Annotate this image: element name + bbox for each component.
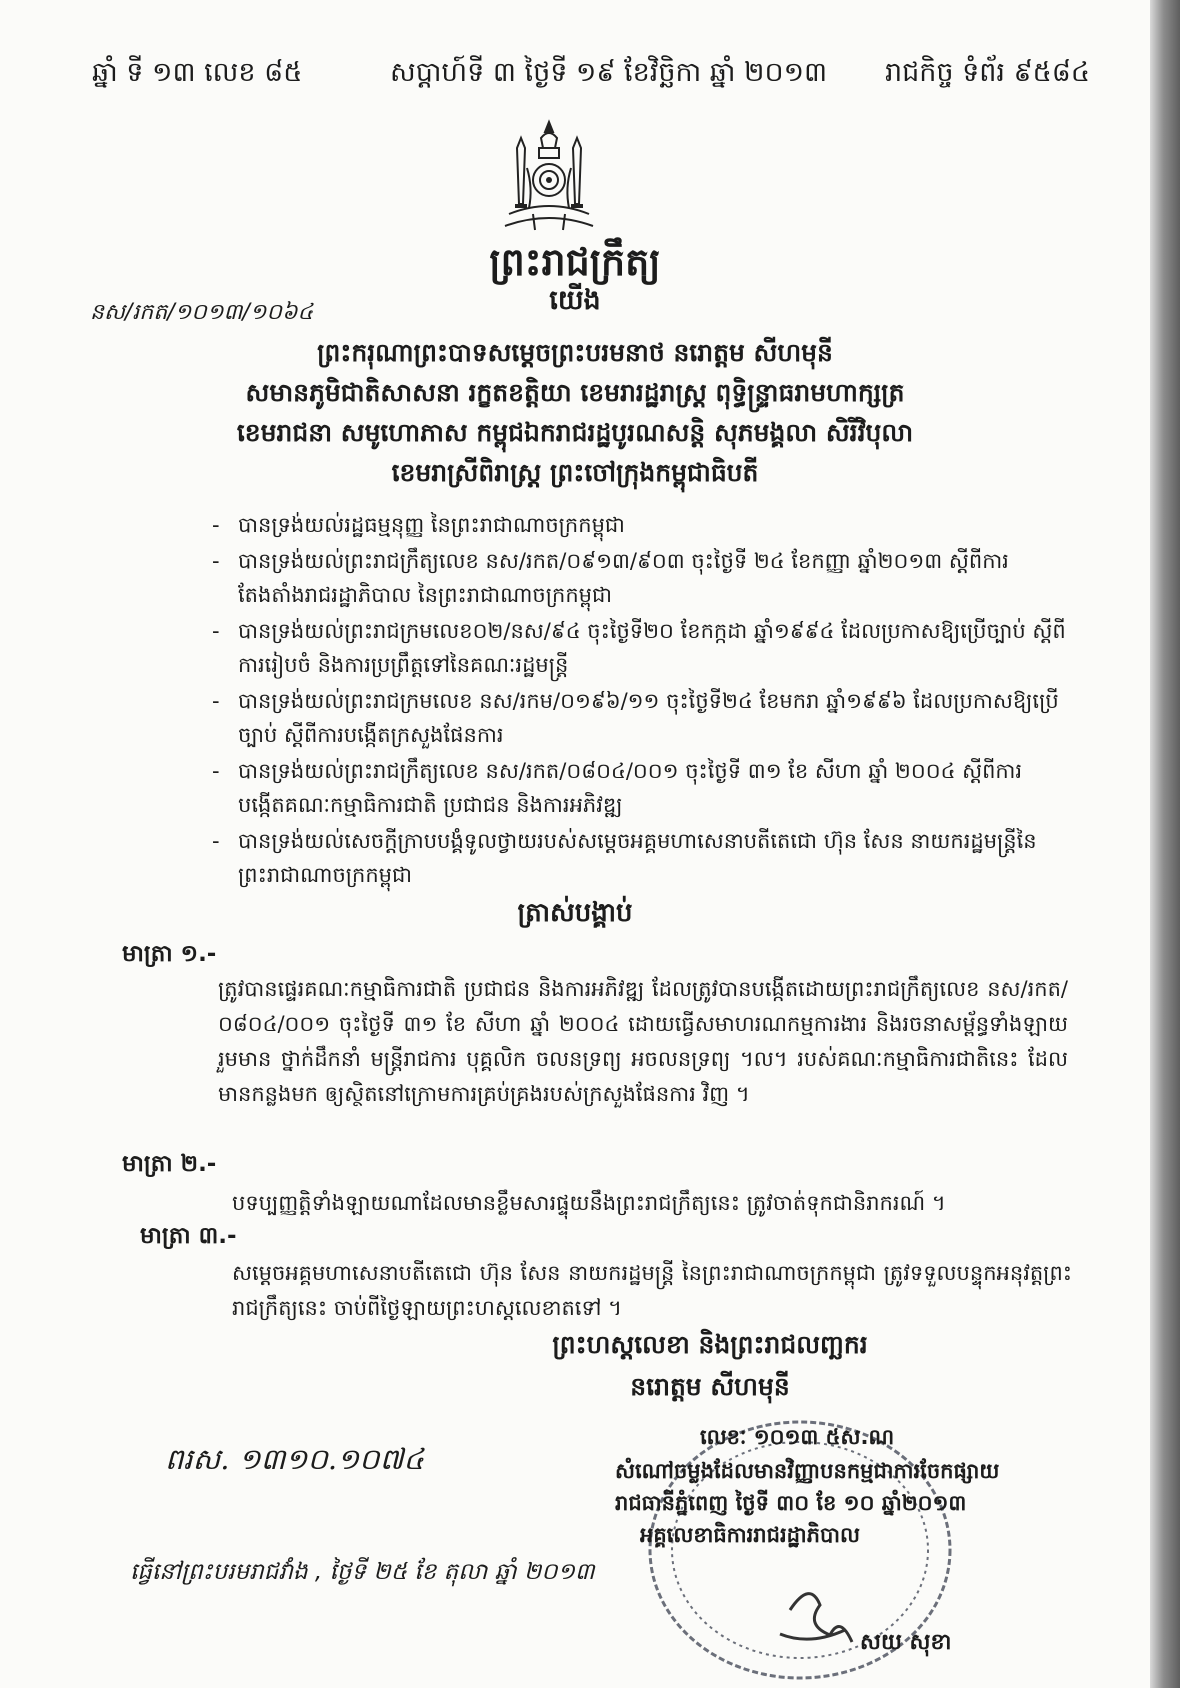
stamp-signer-name: សយ សុខា — [860, 1630, 952, 1655]
king-title-line: ព្រះករុណាព្រះបាទសម្តេចព្រះបរមនាថ នរោត្តម សីហមុនី — [317, 338, 833, 367]
document-subtitle: យើង — [549, 285, 601, 316]
stamp-date: រាជធានីភ្នំពេញ ថ្ងៃទី ៣០ ខែ ១០ ឆ្នាំ២០១៣ — [615, 1491, 967, 1515]
article-2-heading: មាត្រា ២.- — [122, 1151, 217, 1177]
stamp-office: អគ្គលេខាធិការរាជរដ្ឋាភិបាល — [640, 1523, 860, 1547]
king-title-line: ខេមរាជនា សមូហោភាស កម្ពុជឯករាជរដ្ឋបូរណសន្តិ សុភមង្គលា សិរីវិបុលា — [236, 418, 914, 447]
header-year-issue: ឆ្នាំ ទី ១៣ លេខ ៨៥ — [92, 57, 303, 88]
scan-edge-shadow — [1150, 0, 1180, 1688]
consideration-item: - បានទ្រង់យល់សេចក្តីក្រាបបង្គំទូលថ្វាយរបស់សម្តេចអគ្គមហាសេនាបតីតេជោ ហ៊ុន សែន នាយករដ្ឋមន្ត្រីនៃព្រះរាជាណាចក្រកម្ពុជា — [238, 824, 1068, 892]
considerations-list — [238, 508, 1068, 894]
article-3-heading: មាត្រា ៣.- — [140, 1223, 237, 1249]
handwritten-registration-number: ពរស. ១៣១០.១០៧៤ — [165, 1442, 424, 1476]
article-2-text: បទប្បញ្ញត្តិទាំងឡាយណាដែលមានខ្លឹមសារផ្ទុយនឹងព្រះរាជក្រឹត្យនេះ ត្រូវចាត់ទុកជានិរាករណ៍ ។ — [232, 1191, 946, 1215]
header-date: សប្តាហ៍ទី ៣ ថ្ងៃទី ១៩ ខែវិច្ឆិកា ឆ្នាំ ២០១៣ — [390, 57, 828, 88]
decree-heading: ត្រាស់បង្គាប់ — [517, 898, 633, 928]
consideration-item: - បានទ្រង់យល់ព្រះរាជក្រមលេខ នស/រកម/០១៩៦/១១ ចុះថ្ងៃទី២៤ ខែមករា ឆ្នាំ១៩៩៦ ដែលប្រកាសឱ្យប្រើច្បាប់ ស្តីពីការបង្កើតក្រសួងផែនការ — [238, 684, 1068, 752]
article-1-heading: មាត្រា ១.- — [122, 941, 217, 967]
place-and-date: ធ្វើនៅព្រះបរមរាជវាំង , ថ្ងៃទី ២៥ ខែ តុលា ឆ្នាំ ២០១៣ — [130, 1559, 595, 1585]
document-title: ព្រះរាជក្រឹត្យ — [489, 240, 661, 284]
king-title-line: ខេមរាស្រីពិរាស្ត្រ ព្រះចៅក្រុងកម្ពុជាធិបតី — [391, 458, 759, 487]
header-gazette-page: រាជកិច្ច ទំព័រ ៩៥៨៤ — [885, 57, 1091, 88]
article-3-text: សម្តេចអគ្គមហាសេនាបតីតេជោ ហ៊ុន សែន នាយករដ្ឋមន្ត្រី នៃព្រះរាជាណាចក្រកម្ពុជា ត្រូវទទួលបន្ទុកអនុវត្តព្រះរាជក្រឹត្យនេះ ចាប់ពីថ្ងៃឡាយព្រះហស្តលេខាតទៅ ។ — [232, 1261, 1072, 1320]
stamp-number: លេខៈ ១០១៣ ៥ស.ណ — [700, 1425, 895, 1449]
article-1-text: ត្រូវបានផ្ទេរគណៈកម្មាធិការជាតិ ប្រជាជន និងការអភិវឌ្ឍ ដែលត្រូវបានបង្កើតដោយព្រះរាជក្រឹត្យលេខ នស/រកត/០៨០៤/០០១ ចុះថ្ងៃទី ៣១ ខែ សីហា ឆ្នាំ ២០០៤ ដោយធ្វើសមាហរណកម្មការងារ និងរចនាសម្ព័ន្ធទាំងឡាយ រួមមាន ថ្នាក់ដឹកនាំ មន្ត្រីរាជការ បុគ្គលិក ចលនទ្រព្យ អចលនទ្រព្យ ។ល។ របស់គណៈកម្មាធិការជាតិនេះ ដែលមានកន្លងមក ឲ្យស្ថិតនៅក្រោមការគ្រប់គ្រងរបស់ក្រសួងផែនការ វិញ ។ — [218, 977, 1068, 1106]
consideration-item: - បានទ្រង់យល់ព្រះរាជក្រឹត្យលេខ នស/រកត/០៩១៣/៩០៣ ចុះថ្ងៃទី ២៤ ខែកញ្ញា ឆ្នាំ២០១៣ ស្តីពីការតែងតាំងរាជរដ្ឋាភិបាល នៃព្រះរាជាណាចក្រកម្ពុជា — [238, 544, 1068, 612]
consideration-item: - បានទ្រង់យល់ព្រះរាជក្រមលេខ០២/នស/៩៤ ចុះថ្ងៃទី២០ ខែកក្កដា ឆ្នាំ១៩៩៤ ដែលប្រកាសឱ្យប្រើច្បាប់ ស្តីពីការរៀបចំ និងការប្រព្រឹត្តទៅនៃគណៈរដ្ឋមន្ត្រី — [238, 614, 1068, 682]
consideration-item: - បានទ្រង់យល់រដ្ឋធម្មនុញ្ញ នៃព្រះរាជាណាចក្រកម្ពុជា — [238, 508, 1068, 542]
signature-name: នរោត្តម សីហមុនី — [630, 1372, 790, 1401]
reference-number: នស/រកត/១០១៣/១០៦៤ — [90, 300, 314, 325]
stamp-certified-copy: សំណៅចម្លងដែលមានវិញ្ញាបនកម្មជាការចែកផ្សាយ — [615, 1459, 1000, 1483]
consideration-item: - បានទ្រង់យល់ព្រះរាជក្រឹត្យលេខ នស/រកត/០៨០៤/០០១ ចុះថ្ងៃទី ៣១ ខែ សីហា ឆ្នាំ ២០០៤ ស្តីពីការបង្កើតគណៈកម្មាធិការជាតិ ប្រជាជន និងការអភិវឌ្ឍ — [238, 754, 1068, 822]
signature-title: ព្រះហស្តលេខា និងព្រះរាជលញ្ឆករ — [552, 1330, 868, 1359]
royal-emblem-icon — [495, 118, 603, 236]
king-title-line: សមានភូមិជាតិសាសនា រក្ខតខត្តិយា ខេមរារដ្ឋរាស្ត្រ ពុទ្ធិន្ទ្រាធរាមហាក្សត្រ — [245, 378, 905, 407]
